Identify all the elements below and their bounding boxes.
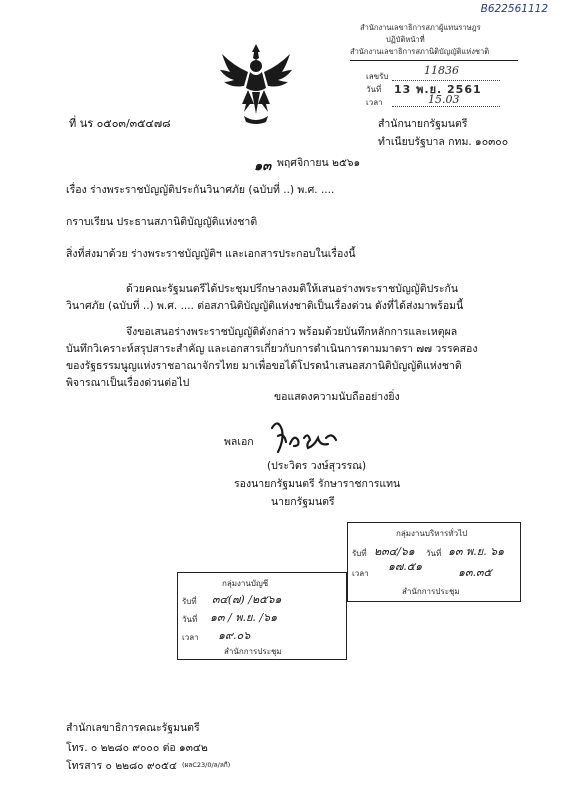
stamp-right-time-label: เวลา [352, 569, 369, 578]
receipt-stamp-unit: ปฏิบัติหน้าที่ [386, 35, 425, 44]
handwritten-signature [266, 414, 346, 456]
signature-rank: พลเอก [224, 436, 254, 448]
date-day-handwritten: ๑๓ [254, 159, 272, 174]
body-paragraph-2: จึงขอเสนอร่างพระราชบัญญัติดังกล่าว พร้อมด้วยบันทึกหลักการและเหตุผล บันทึกวิเคราะห์สรุปสาระสำคัญ และเอกสารเกี่ยวกับการดำเนินการตามมาตรา ๗๗ วรรคสอง ของรัฐธรรมนูญแห่งราชอาณาจักรไทย มาเพื่อขอได้โปรดนำเสนอสภานิติบัญญัติแห่งชาติพิจารณาเป็นเรื่องด่วนต่อไป [66, 326, 478, 389]
stamp-left-time-label: เวลา [182, 633, 199, 642]
closing-text: ขอแสดงความนับถืออย่างยิ่ง [274, 391, 400, 403]
org-name: สำนักนายกรัฐมนตรี [378, 118, 468, 130]
receipt-time-value: 15.03 [428, 93, 460, 106]
receipt-time-line [392, 106, 500, 107]
stamp-right-time-value: ๑๓.๓๕ [458, 566, 492, 579]
receipt-no-label: เลขรับ [366, 72, 389, 81]
body-paragraph-1: ด้วยคณะรัฐมนตรีได้ประชุมปรึกษาลงมติให้เสนอร่างพระราชบัญญัติประกันวินาศภัย (ฉบับที่ ..) พ.ศ. .... ต่อสภานิติบัญญัติแห่งชาติเป็นเรื่องด่วน ดังที่ได้ส่งมาพร้อมนี้ [66, 283, 464, 312]
garuda-emblem [218, 42, 294, 128]
stamp-left-date-value: ๑๓ / พ.ย. /๖๑ [210, 611, 278, 624]
stamp-right-footer: สำนักการประชุม [402, 587, 460, 596]
footer-fax: โทรสาร ๐ ๒๒๘๐ ๙๐๕๔ [66, 760, 177, 772]
subject-line: เรื่อง ร่างพระราชบัญญัติประกันวินาศภัย (ฉบับที่ ..) พ.ศ. .... [66, 184, 335, 196]
receipt-time-label: เวลา [366, 98, 383, 107]
stamp-left-title: กลุ่มงานบัญชี [222, 579, 269, 588]
stamp-right-received-label: รับที่ [352, 549, 367, 558]
stamp-general-admin [347, 522, 521, 602]
receipt-no-value: 11836 [424, 64, 459, 77]
stamp-right-date-value: ๑๓ พ.ย. ๖๑ [448, 545, 505, 558]
signer-title-2: นายกรัฐมนตรี [271, 496, 335, 508]
receipt-stamp-dept: สำนักงานเลขาธิการสภานิติบัญญัติแห่งชาติ [350, 47, 490, 56]
document-number: ที่ นร ๐๕๐๓/๓๕๔๗๘ [69, 117, 171, 130]
signer-name: (ประวิตร วงษ์สุวรรณ) [267, 460, 367, 472]
salutation-line: กราบเรียน ประธานสภานิติบัญญัติแห่งชาติ [66, 216, 258, 228]
receipt-date-value: 13 พ.ย. 2561 [394, 83, 482, 96]
stamp-left-time-value: ๑๙.๐๖ [218, 629, 251, 642]
receipt-stamp-office: สำนักงานเลขาธิการสภาผู้แทนราษฎร [360, 23, 481, 32]
date-month-year: พฤศจิกายน ๒๕๖๑ [277, 157, 361, 169]
footer-office: สำนักเลขาธิการคณะรัฐมนตรี [66, 722, 200, 734]
stamp-left-received-value: ๓๔(๗) /๒๕๖๑ [212, 593, 282, 606]
footer-phone: โทร. ๐ ๒๒๘๐ ๙๐๐๐ ต่อ ๑๓๔๒ [66, 742, 208, 754]
signer-title-1: รองนายกรัฐมนตรี รักษาราชการแทน [234, 478, 401, 490]
stamp-left-received-label: รับที่ [182, 597, 197, 606]
receipt-stamp [350, 14, 518, 106]
stamp-right-title: กลุ่มงานบริหารทั่วไป [396, 529, 468, 538]
footer-fax-note: (ผลC23/0/ล/ลกี) [182, 761, 231, 769]
stamp-right-row2-value: ๑๗.๕๑ [388, 560, 423, 573]
stamp-right-date-label: วันที่ [426, 549, 442, 558]
receipt-date-label: วันที่ [366, 85, 382, 94]
stamp-divider [350, 60, 518, 61]
stamp-right-received-value: ๒๓๔/๖๑ [374, 545, 415, 558]
stamp-meeting-office [177, 572, 347, 660]
stamp-left-date-label: วันที่ [182, 615, 198, 624]
enclosure-line: สิ่งที่ส่งมาด้วย ร่างพระราชบัญญัติฯ และเอกสารประกอบในเรื่องนี้ [66, 248, 356, 260]
stamp-left-footer: สำนักการประชุม [224, 647, 282, 656]
org-address: ทำเนียบรัฐบาล กทม. ๑๐๓๐๐ [378, 136, 509, 148]
reference-number: B622561112 [480, 3, 548, 15]
